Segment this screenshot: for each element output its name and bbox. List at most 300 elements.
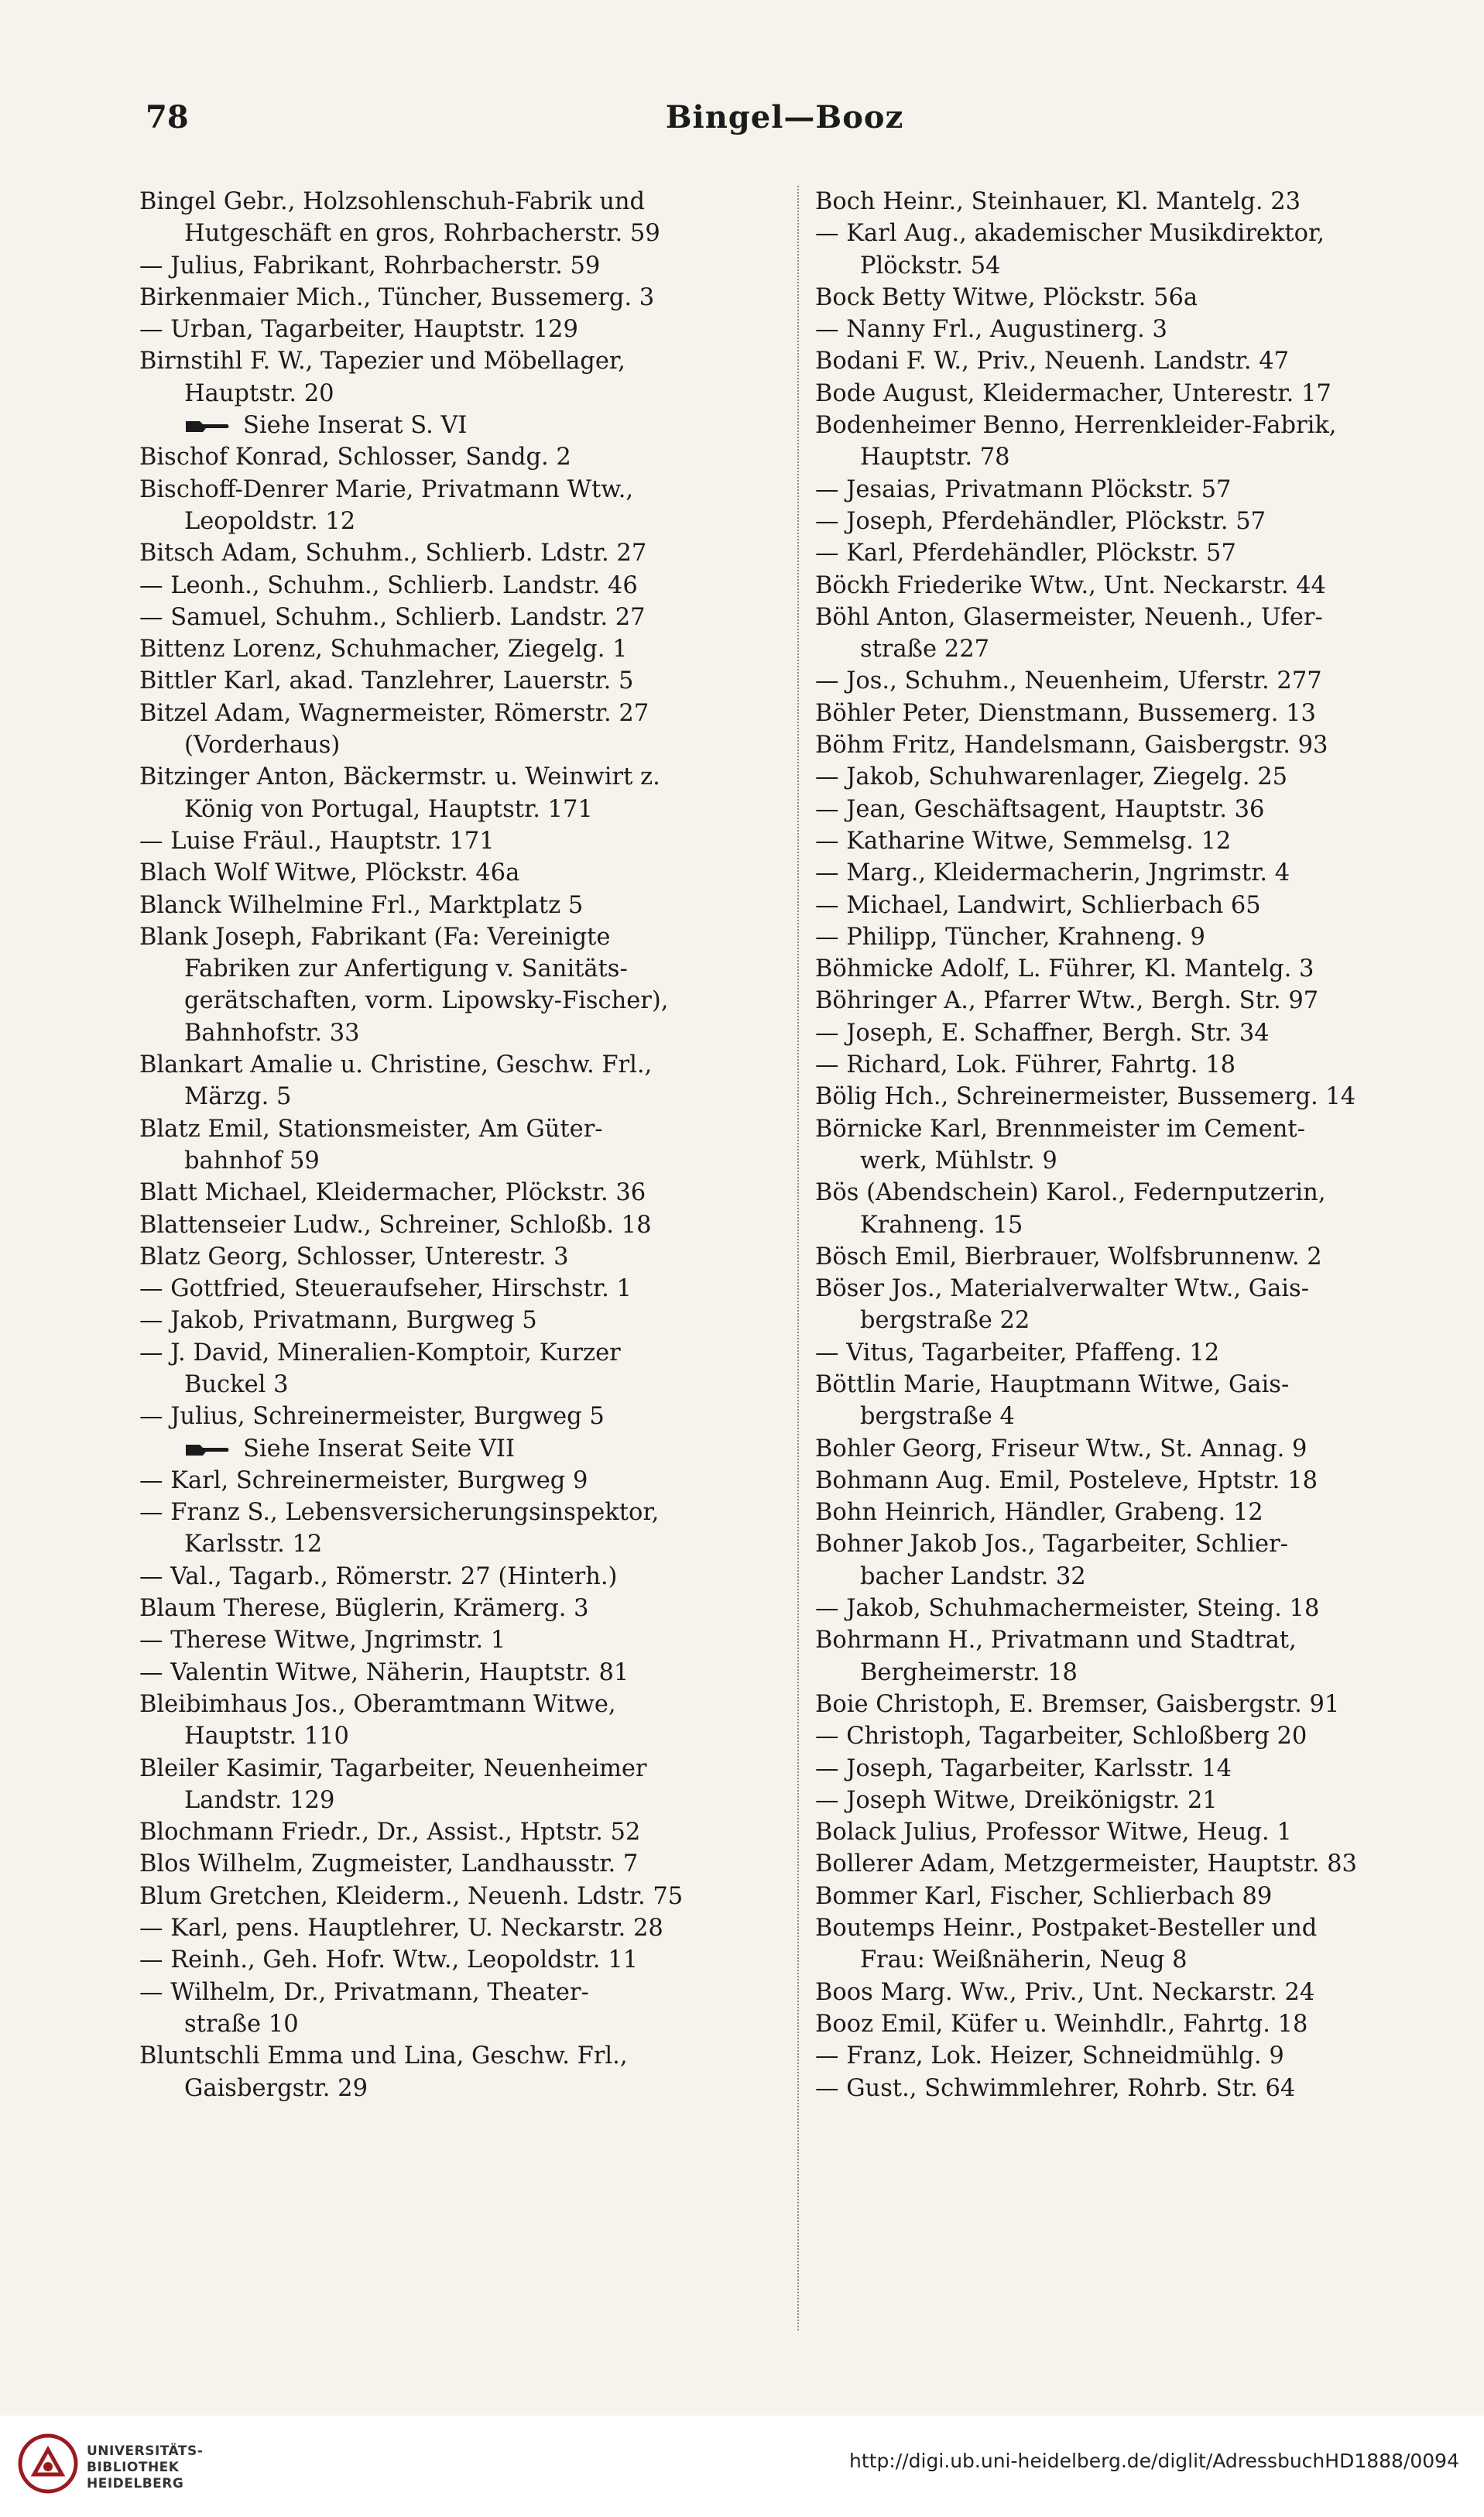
entry-text: Birnstihl F. W., Tapezier und Möbellager,	[139, 348, 625, 375]
directory-entry	[139, 1465, 782, 1497]
entry-text: — J. David, Mineralien-Komptoir, Kurzer	[139, 1339, 621, 1367]
directory-entry	[815, 1689, 1458, 1720]
directory-entry	[139, 314, 782, 345]
entry-line	[139, 410, 782, 441]
entry-line	[815, 698, 1458, 729]
pointing-hand-icon	[184, 1442, 231, 1459]
entry-continuation: Buckel 3	[184, 1370, 289, 1398]
entry-text: Bös (Abendschein) Karol., Federnputzerin,	[815, 1179, 1326, 1207]
entry-line	[139, 633, 782, 665]
entry-line	[815, 1785, 1458, 1816]
entry-line	[815, 890, 1458, 921]
entry-text: — Valentin Witwe, Näherin, Hauptstr. 81	[139, 1658, 629, 1686]
entry-text: Bodani F. W., Priv., Neuenh. Landstr. 47	[815, 348, 1290, 375]
entry-line	[815, 345, 1458, 377]
entry-text: Böhl Anton, Glasermeister, Neuenh., Ufer-	[815, 603, 1323, 631]
right-column	[815, 186, 1458, 2104]
entry-text: Bohner Jakob Jos., Tagarbeiter, Schlier-	[815, 1531, 1288, 1559]
entry-continuation: straße 10	[184, 2010, 299, 2038]
entry-line	[815, 1273, 1458, 1305]
column-divider	[797, 186, 800, 2330]
directory-entry	[139, 665, 782, 697]
directory-entry	[815, 729, 1458, 761]
entry-continuation: gerätschaften, vorm. Lipowsky-Fischer),	[184, 987, 669, 1015]
directory-entry	[139, 698, 782, 762]
entry-text: Böhler Peter, Dienstmann, Bussemerg. 13	[815, 699, 1316, 727]
entry-text: Blach Wolf Witwe, Plöckstr. 46a	[139, 859, 520, 887]
entry-text: Bohrmann H., Privatmann und Stadtrat,	[815, 1627, 1297, 1655]
entry-text: Bittenz Lorenz, Schuhmacher, Ziegelg. 1	[139, 636, 628, 664]
entry-text: — Julius, Schreinermeister, Burgweg 5	[139, 1403, 605, 1431]
entry-line	[815, 1912, 1458, 1944]
entry-text: Bittler Karl, akad. Tanzlehrer, Lauerstr. 5	[139, 667, 634, 695]
directory-entry	[815, 857, 1458, 889]
directory-entry	[139, 825, 782, 857]
entry-text: Blanck Wilhelmine Frl., Marktplatz 5	[139, 891, 584, 919]
directory-entry	[815, 1753, 1458, 1785]
entry-text: Böhmicke Adolf, L. Führer, Kl. Mantelg. 3	[815, 955, 1314, 983]
library-name	[87, 2443, 203, 2492]
entry-text: — Joseph, Tagarbeiter, Karlsstr. 14	[815, 1754, 1232, 1782]
directory-entry	[139, 1305, 782, 1336]
entry-text: Siehe Inserat S. VI	[243, 412, 468, 440]
entry-line	[815, 1465, 1458, 1497]
entry-text: — Reinh., Geh. Hofr. Wtw., Leopoldstr. 11	[139, 1946, 638, 1974]
directory-entry	[815, 1081, 1458, 1113]
entry-line	[815, 1433, 1458, 1465]
directory-entry	[815, 474, 1458, 506]
directory-entry	[815, 1720, 1458, 1752]
entry-text: Birkenmaier Mich., Tüncher, Bussemerg. 3	[139, 283, 655, 311]
entry-line	[815, 570, 1458, 602]
entry-text: — Luise Fräul., Hauptstr. 171	[139, 827, 495, 855]
entry-line	[139, 1177, 782, 1209]
directory-entry	[815, 1624, 1458, 1689]
entry-text: Bölig Hch., Schreinermeister, Bussemerg. 14	[815, 1083, 1356, 1111]
directory-entry	[139, 186, 782, 250]
entry-line	[815, 410, 1458, 441]
directory-entry	[815, 1977, 1458, 2008]
entry-continuation: werk, Mühlstr. 9	[860, 1147, 1057, 1174]
entry-text: Bolack Julius, Professor Witwe, Heug. 1	[815, 1819, 1292, 1847]
directory-entry	[139, 1497, 782, 1561]
entry-text: Boch Heinr., Steinhauer, Kl. Mantelg. 23	[815, 188, 1301, 215]
entry-text: Blochmann Friedr., Dr., Assist., Hptstr. 52	[139, 1819, 641, 1847]
left-column	[139, 186, 782, 2104]
entry-line	[139, 761, 782, 793]
entry-text: Siehe Inserat Seite VII	[243, 1435, 516, 1463]
entry-text: Bitzel Adam, Wagnermeister, Römerstr. 27	[139, 699, 649, 727]
entry-line	[139, 1497, 782, 1528]
entry-line	[815, 314, 1458, 345]
entry-line	[139, 2040, 782, 2072]
directory-entry	[815, 506, 1458, 537]
entry-text: Boie Christoph, E. Bremser, Gaisbergstr. 91	[815, 1690, 1340, 1718]
entry-line	[815, 186, 1458, 218]
directory-entry	[139, 1337, 782, 1401]
entry-text: — Franz S., Lebensversicherungsinspektor,	[139, 1499, 660, 1527]
entry-text: Bock Betty Witwe, Plöckstr. 56a	[815, 283, 1198, 311]
directory-entry	[139, 633, 782, 665]
entry-text: Böser Jos., Materialverwalter Wtw., Gais-	[815, 1275, 1309, 1303]
entry-text: Bösch Emil, Bierbrauer, Wolfsbrunnenw. 2	[815, 1243, 1322, 1271]
entry-continuation: Hutgeschäft en gros, Rohrbacherstr. 59	[184, 220, 660, 248]
running-head: Bingel—Booz	[665, 99, 904, 135]
directory-entry	[815, 953, 1458, 985]
entry-line	[139, 1689, 782, 1720]
entry-text: — Wilhelm, Dr., Privatmann, Theater-	[139, 1978, 589, 2006]
entry-continuation: Plöckstr. 54	[860, 252, 1001, 279]
directory-entry	[815, 698, 1458, 729]
entry-line	[139, 1241, 782, 1273]
directory-entry	[139, 1241, 782, 1273]
directory-entry	[815, 345, 1458, 377]
entry-line	[815, 1017, 1458, 1049]
entry-line	[139, 1912, 782, 1944]
entry-line	[815, 474, 1458, 506]
entry-line	[139, 1305, 782, 1336]
entry-text: Blaum Therese, Büglerin, Krämerg. 3	[139, 1595, 589, 1623]
entry-text: — Vitus, Tagarbeiter, Pfaffeng. 12	[815, 1339, 1220, 1367]
directory-entry	[139, 537, 782, 569]
entry-line	[815, 2073, 1458, 2104]
directory-entry	[139, 1657, 782, 1689]
entry-line	[139, 857, 782, 889]
directory-entry	[139, 1944, 782, 1976]
entry-text: — Karl, Schreinermeister, Burgweg 9	[139, 1466, 588, 1494]
entry-continuation: Leopoldstr. 12	[184, 507, 356, 535]
directory-entry	[815, 602, 1458, 666]
entry-text: Bingel Gebr., Holzsohlenschuh-Fabrik und	[139, 188, 646, 215]
entry-line	[139, 1753, 782, 1785]
entry-text: Böhringer A., Pfarrer Wtw., Bergh. Str. 97	[815, 987, 1319, 1015]
entry-line	[139, 282, 782, 314]
entry-line	[139, 1273, 782, 1305]
directory-entry	[815, 1177, 1458, 1241]
directory-entry	[139, 441, 782, 473]
directory-entry	[815, 2040, 1458, 2072]
entry-line	[815, 506, 1458, 537]
entry-continuation: Landstr. 129	[184, 1786, 335, 1814]
entry-line	[139, 890, 782, 921]
entry-text: — Karl, pens. Hauptlehrer, U. Neckarstr. 28	[139, 1915, 663, 1943]
library-name-line: BIBLIOTHEK	[87, 2460, 180, 2475]
directory-entry	[139, 1848, 782, 1880]
entry-text: — Franz, Lok. Heizer, Schneidmühlg. 9	[815, 2042, 1284, 2070]
directory-entry	[139, 857, 782, 889]
entry-text: — Nanny Frl., Augustinerg. 3	[815, 316, 1167, 344]
entry-line	[139, 474, 782, 506]
entry-line	[139, 698, 782, 729]
entry-line	[815, 2040, 1458, 2072]
entry-text: Böhm Fritz, Handelsmann, Gaisbergstr. 93	[815, 732, 1328, 760]
entry-line	[815, 1528, 1458, 1560]
directory-entry	[815, 1049, 1458, 1081]
entry-line	[815, 761, 1458, 793]
entry-line	[139, 570, 782, 602]
entry-line	[139, 1881, 782, 1912]
entry-continuation: Krahneng. 15	[860, 1211, 1023, 1239]
entry-text: Bommer Karl, Fischer, Schlierbach 89	[815, 1882, 1273, 1910]
directory-entry	[815, 1848, 1458, 1880]
directory-entry	[815, 282, 1458, 314]
entry-text: — Urban, Tagarbeiter, Hauptstr. 129	[139, 316, 578, 344]
entry-text: — Jakob, Schuhmachermeister, Steing. 18	[815, 1595, 1320, 1623]
directory-entry	[815, 1881, 1458, 1912]
entry-line	[139, 1401, 782, 1432]
directory-entry	[139, 1881, 782, 1912]
entry-line	[815, 1337, 1458, 1369]
directory-entry	[139, 2040, 782, 2104]
directory-entry	[139, 921, 782, 1049]
entry-line	[815, 825, 1458, 857]
entry-line	[815, 1689, 1458, 1720]
directory-entry	[815, 410, 1458, 474]
directory-entry	[815, 1785, 1458, 1816]
entry-line	[815, 1881, 1458, 1912]
entry-continuation: straße 227	[860, 636, 990, 664]
entry-line	[139, 1624, 782, 1656]
entry-line	[815, 537, 1458, 569]
entry-text: Bohn Heinrich, Händler, Grabeng. 12	[815, 1499, 1263, 1527]
entry-text: — Christoph, Tagarbeiter, Schloßberg 20	[815, 1723, 1307, 1751]
footer-bar	[0, 2416, 1484, 2517]
directory-entry	[815, 314, 1458, 345]
entry-line	[815, 1753, 1458, 1785]
directory-entry	[139, 1561, 782, 1593]
entry-line	[815, 1720, 1458, 1752]
directory-entry	[139, 1209, 782, 1241]
entry-line	[139, 1593, 782, 1624]
entry-text: Börnicke Karl, Brennmeister im Cement-	[815, 1115, 1305, 1143]
entry-line	[815, 1241, 1458, 1273]
directory-entry	[815, 2073, 1458, 2104]
entry-line	[139, 1944, 782, 1976]
directory-entry	[139, 602, 782, 633]
directory-entry	[139, 1624, 782, 1656]
entry-line	[815, 1593, 1458, 1624]
entry-line	[815, 794, 1458, 825]
university-library-logo-icon	[17, 2433, 79, 2495]
entry-text: — Therese Witwe, Jngrimstr. 1	[139, 1627, 506, 1655]
entry-line	[139, 1977, 782, 2008]
entry-continuation: bacher Landstr. 32	[860, 1562, 1086, 1590]
entry-text: — Gust., Schwimmlehrer, Rohrb. Str. 64	[815, 2074, 1296, 2102]
directory-entry	[815, 1273, 1458, 1337]
entry-text: — Karl, Pferdehändler, Plöckstr. 57	[815, 540, 1236, 568]
entry-text: — Philipp, Tüncher, Krahneng. 9	[815, 923, 1205, 951]
entry-line	[139, 186, 782, 218]
entry-text: Blank Joseph, Fabrikant (Fa: Vereinigte	[139, 923, 611, 951]
directory-entry	[139, 345, 782, 410]
entry-line	[139, 537, 782, 569]
entry-line	[139, 1209, 782, 1241]
directory-entry	[815, 1528, 1458, 1593]
directory-entry	[139, 1753, 782, 1817]
entry-text: Blattenseier Ludw., Schreiner, Schloßb. 18	[139, 1211, 652, 1239]
entry-text: Böttlin Marie, Hauptmann Witwe, Gais-	[815, 1370, 1290, 1398]
directory-entry	[815, 1593, 1458, 1624]
directory-entry	[139, 1049, 782, 1113]
directory-entry	[815, 825, 1458, 857]
entry-text: Bitsch Adam, Schuhm., Schlierb. Ldstr. 27	[139, 540, 647, 568]
directory-entry	[139, 1593, 782, 1624]
directory-entry	[815, 985, 1458, 1017]
entry-continuation: Hauptstr. 110	[184, 1723, 349, 1751]
directory-entry	[815, 1369, 1458, 1433]
entry-text: Bitzinger Anton, Bäckermstr. u. Weinwirt z.	[139, 763, 660, 791]
entry-line	[139, 345, 782, 377]
entry-text: — Leonh., Schuhm., Schlierb. Landstr. 46	[139, 571, 638, 599]
entry-text: Blatz Emil, Stationsmeister, Am Güter-	[139, 1115, 603, 1143]
directory-entry	[815, 218, 1458, 282]
directory-entry	[815, 1241, 1458, 1273]
directory-entry	[139, 250, 782, 282]
entry-line	[815, 1049, 1458, 1081]
directory-entry	[139, 1816, 782, 1848]
directory-entry	[815, 537, 1458, 569]
entry-text: — Joseph, E. Schaffner, Bergh. Str. 34	[815, 1019, 1270, 1047]
entry-text: — Gottfried, Steueraufseher, Hirschstr. 1	[139, 1275, 632, 1303]
entry-line	[139, 250, 782, 282]
entry-line	[139, 1049, 782, 1081]
entry-continuation: Bergheimerstr. 18	[860, 1658, 1078, 1686]
entry-continuation: Frau: Weißnäherin, Neug 8	[860, 1946, 1188, 1974]
entry-text: — Richard, Lok. Führer, Fahrtg. 18	[815, 1051, 1236, 1079]
entry-text: Bohmann Aug. Emil, Posteleve, Hptstr. 18	[815, 1466, 1318, 1494]
directory-entry	[815, 186, 1458, 218]
directory-entry	[815, 2008, 1458, 2040]
entry-text: Booz Emil, Küfer u. Weinhdlr., Fahrtg. 18	[815, 2010, 1308, 2038]
entry-text: Bischoff-Denrer Marie, Privatmann Wtw.,	[139, 475, 634, 503]
entry-text: Blum Gretchen, Kleiderm., Neuenh. Ldstr. 75	[139, 1882, 684, 1910]
entry-line	[139, 1561, 782, 1593]
entry-line	[815, 1177, 1458, 1209]
entry-text: Bollerer Adam, Metzgermeister, Hauptstr. 83	[815, 1850, 1357, 1878]
entry-line	[139, 441, 782, 473]
directory-entry	[815, 794, 1458, 825]
library-name-line: HEIDELBERG	[87, 2476, 184, 2491]
entry-line	[815, 1624, 1458, 1656]
directory-entry	[139, 282, 782, 314]
entry-text: Blankart Amalie u. Christine, Geschw. Frl.,	[139, 1051, 653, 1079]
entry-text: — Jos., Schuhm., Neuenheim, Uferstr. 277	[815, 667, 1322, 695]
entry-text: Bleiler Kasimir, Tagarbeiter, Neuenheimer	[139, 1754, 647, 1782]
entry-line	[815, 985, 1458, 1017]
directory-entry	[139, 1401, 782, 1432]
directory-entry	[139, 570, 782, 602]
entry-line	[139, 1113, 782, 1145]
entry-text: — Marg., Kleidermacherin, Jngrimstr. 4	[815, 859, 1290, 887]
entry-line	[139, 1337, 782, 1369]
entry-continuation: Fabriken zur Anfertigung v. Sanitäts-	[184, 955, 628, 983]
directory-entry	[139, 1689, 782, 1753]
directory-entry	[815, 1433, 1458, 1465]
entry-line	[815, 665, 1458, 697]
entry-line	[815, 1497, 1458, 1528]
directory-entry	[815, 1816, 1458, 1848]
directory-entry	[815, 378, 1458, 410]
entry-line	[139, 1816, 782, 1848]
entry-text: Bohler Georg, Friseur Wtw., St. Annag. 9	[815, 1435, 1307, 1463]
entry-line	[815, 378, 1458, 410]
entry-text: — Michael, Landwirt, Schlierbach 65	[815, 891, 1261, 919]
entry-continuation: Bahnhofstr. 33	[184, 1019, 360, 1047]
entry-text: — Julius, Fabrikant, Rohrbacherstr. 59	[139, 252, 601, 279]
directory-entry	[139, 1113, 782, 1178]
entry-text: — Joseph Witwe, Dreikönigstr. 21	[815, 1786, 1218, 1814]
entry-text: — Katharine Witwe, Semmelsg. 12	[815, 827, 1232, 855]
entry-text: Bodenheimer Benno, Herrenkleider-Fabrik,	[815, 412, 1337, 440]
directory-entry	[815, 890, 1458, 921]
entry-continuation: (Vorderhaus)	[184, 732, 341, 760]
page-number: 78	[146, 99, 189, 135]
entry-line	[139, 921, 782, 953]
pointing-hand-icon	[184, 418, 231, 435]
entry-line	[139, 314, 782, 345]
directory-entry	[815, 761, 1458, 793]
page-header	[132, 99, 1438, 146]
entry-line	[815, 1081, 1458, 1113]
entry-text: Blos Wilhelm, Zugmeister, Landhausstr. 7	[139, 1850, 639, 1878]
entry-text: Bischof Konrad, Schlosser, Sandg. 2	[139, 444, 571, 472]
directory-entry	[815, 570, 1458, 602]
entry-line	[815, 1113, 1458, 1145]
entry-continuation: Hauptstr. 20	[184, 379, 334, 407]
entry-line	[815, 921, 1458, 953]
entry-text: — Samuel, Schuhm., Schlierb. Landstr. 27	[139, 603, 646, 631]
entry-line	[139, 665, 782, 697]
advertisement-reference	[139, 1433, 782, 1465]
entry-continuation: bergstraße 4	[860, 1403, 1015, 1431]
entry-continuation: bergstraße 22	[860, 1307, 1030, 1335]
entry-text: Bluntschli Emma und Lina, Geschw. Frl.,	[139, 2042, 628, 2070]
directory-entry	[139, 890, 782, 921]
entry-text: Blatz Georg, Schlosser, Unterestr. 3	[139, 1243, 569, 1271]
entry-line	[815, 2008, 1458, 2040]
entry-line	[815, 602, 1458, 633]
directory-entry	[815, 1337, 1458, 1369]
directory-entry	[815, 1017, 1458, 1049]
entry-continuation: bahnhof 59	[184, 1147, 320, 1174]
entry-continuation: Hauptstr. 78	[860, 444, 1010, 472]
directory-entry	[815, 1912, 1458, 1977]
advertisement-reference	[139, 410, 782, 441]
entry-continuation: Gaisbergstr. 29	[184, 2074, 368, 2102]
directory-entry	[815, 1497, 1458, 1528]
entry-line	[815, 1369, 1458, 1401]
entry-text: Blatt Michael, Kleidermacher, Plöckstr. 36	[139, 1179, 646, 1207]
entry-text: — Val., Tagarb., Römerstr. 27 (Hinterh.)	[139, 1562, 618, 1590]
entry-text: Böckh Friederike Wtw., Unt. Neckarstr. 44	[815, 571, 1326, 599]
directory-entry	[139, 1977, 782, 2041]
entry-line	[815, 282, 1458, 314]
directory-entry	[139, 761, 782, 825]
entry-text: — Jakob, Schuhwarenlager, Ziegelg. 25	[815, 763, 1288, 791]
entry-text: — Karl Aug., akademischer Musikdirektor,	[815, 220, 1325, 248]
source-url-link[interactable]: http://digi.ub.uni-heidelberg.de/diglit/AdressbuchHD1888/0094	[849, 2450, 1459, 2472]
directory-entry	[815, 1465, 1458, 1497]
directory-entry	[815, 1113, 1458, 1178]
entry-line	[139, 1465, 782, 1497]
entry-continuation: Karlsstr. 12	[184, 1531, 323, 1559]
entry-line	[815, 1816, 1458, 1848]
entry-line	[139, 825, 782, 857]
entry-text: — Jean, Geschäftsagent, Hauptstr. 36	[815, 795, 1265, 823]
directory-entry	[815, 665, 1458, 697]
entry-text: Bleibimhaus Jos., Oberamtmann Witwe,	[139, 1690, 616, 1718]
entry-line	[815, 857, 1458, 889]
